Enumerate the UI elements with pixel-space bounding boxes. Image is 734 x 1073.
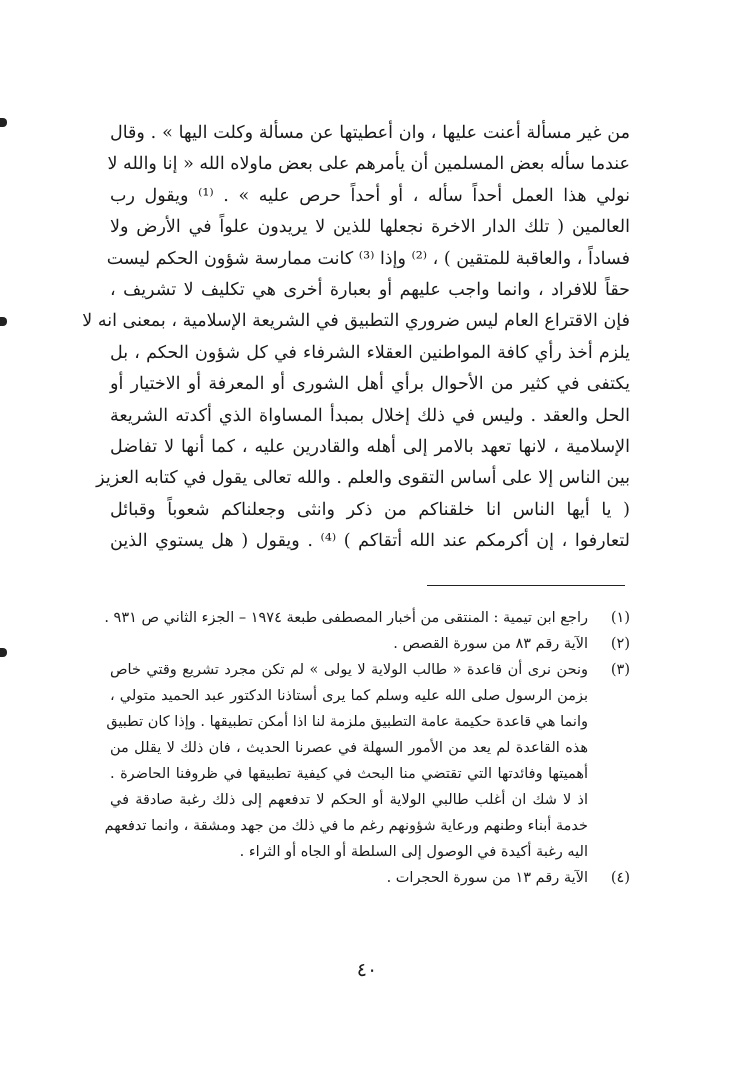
body-line: من غير مسألة أعنت عليها ، وان أعطيتها عن مسألة وكلت اليها » . وقال: [110, 123, 630, 143]
footnote-line: ونحن نرى أن قاعدة « طالب الولاية لا يولى » لم تكن مجرد تشريع وقتي خاص: [110, 662, 588, 678]
body-line: الحل والعقد . وليس في ذلك إخلال بمبدأ المساواة الذي أكدته الشريعة: [110, 405, 630, 426]
footnote-line: أهميتها وفائدتها التي تقتضي منا البحث في كيفية تطبيقها في ظروفنا الحاضرة .: [110, 766, 588, 782]
footnote-4: [110, 865, 630, 891]
body-line: نولي هذا العمل أحداً سأله ، أو أحداً حرص عليه » . ⁽¹⁾ ويقول رب: [110, 185, 631, 206]
page-edge-mark: [0, 317, 7, 326]
page-edge-mark: [0, 118, 7, 127]
page-number: ٤٠: [356, 959, 378, 981]
body-line: لتعارفوا ، إن أكرمكم عند الله أتقاكم ) ⁽⁴⁾ . ويقول ( هل يستوي الذين: [110, 531, 630, 552]
footnote-line: راجع ابن تيمية : المنتقى من أخبار المصطفى طبعة ١٩٧٤ – الجزء الثاني ص ٩٣١ .: [104, 610, 588, 626]
footnote-line: الآية رقم ١٣ من سورة الحجرات .: [386, 870, 588, 886]
body-line: الإسلامية ، لانها تعهد بالامر إلى أهله والقادرين عليه ، كما أنها لا تفاضل: [110, 436, 630, 457]
footnote-number: (١): [610, 610, 630, 626]
footnote-line: بزمن الرسول صلى الله عليه وسلم كما يرى أستاذنا الدكتور عبد الحميد متولي ،: [110, 688, 588, 704]
footnote-number: (٤): [610, 870, 630, 886]
footnote-3: [104, 657, 630, 865]
footnote-2: [110, 631, 630, 657]
footnote-line: وانما هي قاعدة حكيمة عامة التطبيق ملزمة لنا اذا أمكن تطبيقها . وإذا كان تطبيق: [106, 714, 588, 730]
footnote-separator: [427, 585, 625, 586]
body-line: فساداً ، والعاقبة للمتقين ) ، ⁽²⁾ وإذا ⁽³⁾ كانت ممارسة شؤون الحكم ليست: [106, 248, 630, 269]
footnote-line: الآية رقم ٨٣ من سورة القصص .: [393, 636, 588, 652]
body-line: ( يا أيها الناس انا خلقناكم من ذكر وانثى وجعلناكم شعوباً وقبائل: [110, 499, 630, 520]
footnote-1: [104, 605, 630, 631]
body-line: يكتفى في كثير من الأحوال برأي أهل الشورى أو المعرفة أو الاختيار أو: [110, 374, 630, 395]
footnote-number: (٣): [610, 662, 630, 678]
body-line: عندما سأله بعض المسلمين أن يأمرهم على بعض ماولاه الله « إنا والله لا: [107, 154, 630, 175]
footnote-line: اليه رغبة أكيدة في الوصول إلى السلطة أو الجاه أو الثراء .: [239, 844, 588, 860]
footnotes: [104, 605, 630, 891]
footnote-line: اذ لا شك ان أغلب طالبي الولاية أو الحكم لا تدفعهم إلى ذلك رغبة صادقة في: [110, 792, 588, 808]
body-line: يلزم أخذ رأي كافة المواطنين العقلاء الشرفاء في كل شؤون الحكم ، بل: [110, 342, 630, 363]
body-line: بين الناس إلا على أساس التقوى والعلم . والله تعالى يقول في كتابه العزيز: [96, 468, 630, 489]
body-line: فإن الاقتراع العام ليس ضروري التطبيق في الشريعة الإسلامية ، بمعنى انه لا: [82, 311, 630, 332]
body-line: حقاً للافراد ، وانما واجب عليهم أو بعبارة أخرى هي تكليف لا تشريف ،: [110, 279, 630, 300]
footnote-line: خدمة أبناء وطنهم ورعاية شؤونهم رغم ما في ذلك من جهد ومشقة ، وانما تدفعهم: [104, 818, 588, 834]
page-edge-mark: [0, 648, 7, 657]
footnote-number: (٢): [610, 636, 630, 652]
body-line: العالمين ( تلك الدار الاخرة نجعلها للذين لا يريدون علواً في الأرض ولا: [110, 217, 630, 238]
main-text: [82, 118, 631, 557]
footnote-line: هذه القاعدة لم يعد من الأمور السهلة في عصرنا الحديث ، فان ذلك لا يقلل من: [110, 740, 588, 756]
